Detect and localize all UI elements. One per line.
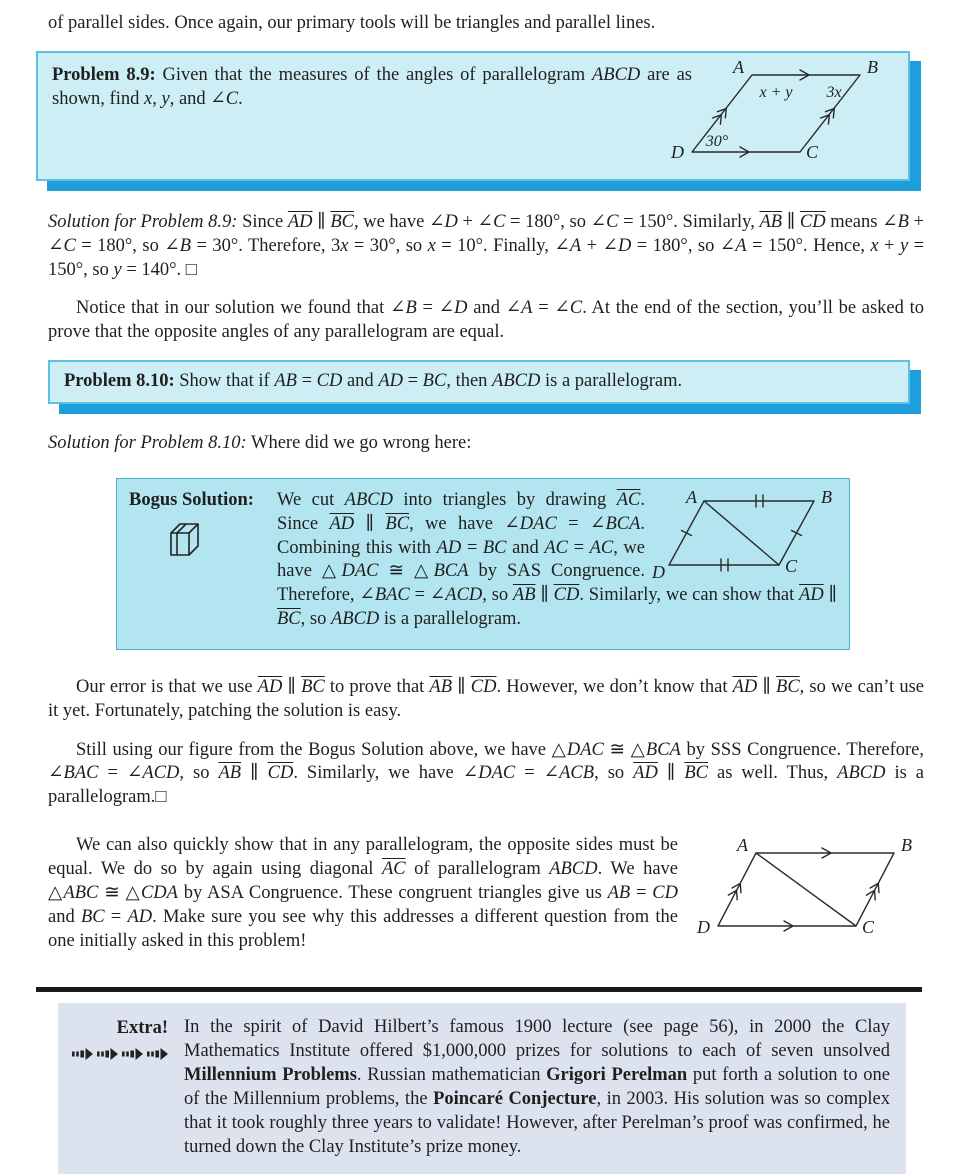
arrow-4 [147,1048,168,1060]
angle-label-b: 3x [826,83,842,101]
parallelogram-abcd-diagonal-figure [697,835,924,942]
extra-top-rule [36,987,922,992]
vertex-label-c: C [862,917,875,938]
problem-8-9-box [36,51,910,181]
tick-bc [792,530,802,535]
parallel-arrows-cb [866,881,882,900]
arrow-2 [97,1048,118,1060]
intro-paragraph: of parallel sides. Once again, our primary tools will be triangles and parallel lines. [48,13,656,33]
opposite-sides-paragraph: We can also quickly show that in any parallelogram, the opposite sides must be equal. We do so by again using diagonal $\overline{AC}$ of parallelogram ABCD. We have △ABC ≅ △CDA by ASA Congruence. These congruent triangles give us AB = CD and BC = AD. Make sure you see why this addresses a different question from the one initially asked in this problem! [48,835,678,951]
vertex-label-b: B [821,486,832,507]
opposite-sides-block [48,834,924,953]
error-paragraph: Our error is that we use $\overline{AD}$ ∥ $\overline{BC}$ to prove that $\overline{AB}$ ∥ $\overline{CD}$. However, we don’t know that $\overline{AD}$ ∥ $\overline{BC}$, so we can’t use it yet. Fortunately, patching the solution is easy. [48,676,925,721]
vertex-label-d: D [697,917,710,938]
extra-box [58,1003,906,1173]
vertex-label-a: A [686,486,697,507]
arrow-1 [72,1048,93,1060]
bogus-solution-body [277,486,838,637]
vertex-label-d: D [671,141,684,162]
problem-8-9-text: Problem 8.9: Given that the measures of the angles of parallelogram ABCD are as shown, find x, y, and ∠C. [52,64,693,109]
arrow-3 [122,1048,143,1060]
extra-section [36,987,924,1173]
vertex-label-d: D [652,561,665,582]
vertex-label-a: A [737,835,748,856]
vertex-label-b: B [901,835,912,856]
extra-label-column [72,1016,168,1159]
parallel-arrows-da [728,881,744,900]
patch-paragraph: Still using our figure from the Bogus Solution above, we have △DAC ≅ △BCA by SSS Congruence. Therefore, ∠BAC = ∠ACD, so $\overline{AB}$ ∥ $\overline{CD}$. Similarly, we have ∠DAC = ∠ACB, so $\overline{AD}$ ∥ $\overline{BC}$ as well. Thus, ABCD is a parallelogram.□ [48,739,925,808]
diagonal-ac [704,501,779,565]
tick-ad [682,530,692,535]
vertex-label-c: C [785,555,798,576]
bogus-solution-label-column [129,489,277,637]
solution-8-10-lead: Solution for Problem 8.10: Where did we go wrong here: [48,433,472,454]
angle-label-a: x + y [759,83,793,101]
quadrilateral-abcd-diagonal-figure [652,486,837,582]
problem-8-10-text: Problem 8.10: Show that if AB = CD and AD = BC, then ABCD is a parallelogram. [64,371,683,392]
bogus-solution-label: Bogus Solution: [129,489,254,510]
parallelogram-abcd-angles-figure [664,57,904,175]
diagonal-ac [756,853,856,926]
extra-arrows-icon [72,1047,168,1061]
extra-label: Extra! [116,1018,168,1039]
open-box-icon [163,519,207,561]
bogus-solution-text: We cut ABCD into triangles by drawing $\overline{AC}$. Since $\overline{AD}$ ∥ $\overline{BC}$, we have ∠DAC = ∠BCA. Combining this with AD = BC and AC = AC, we have △DAC ≅ △BCA by SAS Congruence. Therefore, ∠BAC = ∠ACD, so $\overline{AB}$ ∥ $\overline{CD}$. Similarly, we can show that $\overline{AD}$ ∥ $\overline{BC}$, so ABCD is a parallelogram. [277,489,838,630]
vertex-label-b: B [867,56,878,77]
vertex-label-a: A [733,56,744,77]
extra-text: In the spirit of David Hilbert’s famous 1900 lecture (see page 56), in 2000 the Clay Mathematics Institute offered $1,000,000 prizes for solutions to each of seven unsolved Millennium Problems. Russian mathematician Grigori Perelman put forth a solution to one of the Millennium problems, the Poincaré Conjecture, in 2003. His solution was so complex that it took roughly three years to validate! However, after Perelman’s proof was confirmed, he turned down the Clay Institute’s prize money. [184,1017,890,1157]
solution-8-9-paragraph: Solution for Problem 8.9: Since $\overline{AD}$ ∥ $\overline{BC}$, we have ∠D + ∠C = 180°, so ∠C = 150°. Similarly, $\overline{AB}$ ∥ $\overline{CD}$ means ∠B + ∠C = 180°, so ∠B = 30°. Therefore, 3x = 30°, so x = 10°. Finally, ∠A + ∠D = 180°, so ∠A = 150°. Hence, x + y = 150°, so y = 140°. □ [48,211,925,280]
bogus-solution-box [116,478,850,650]
vertex-label-c: C [806,141,819,162]
notice-paragraph: Notice that in our solution we found that ∠B = ∠D and ∠A = ∠C. At the end of the section, you’ll be asked to prove that the opposite angles of any parallelogram are equal. [48,298,925,343]
angle-label-d: 30° [705,132,729,150]
problem-8-10-box [48,360,910,404]
